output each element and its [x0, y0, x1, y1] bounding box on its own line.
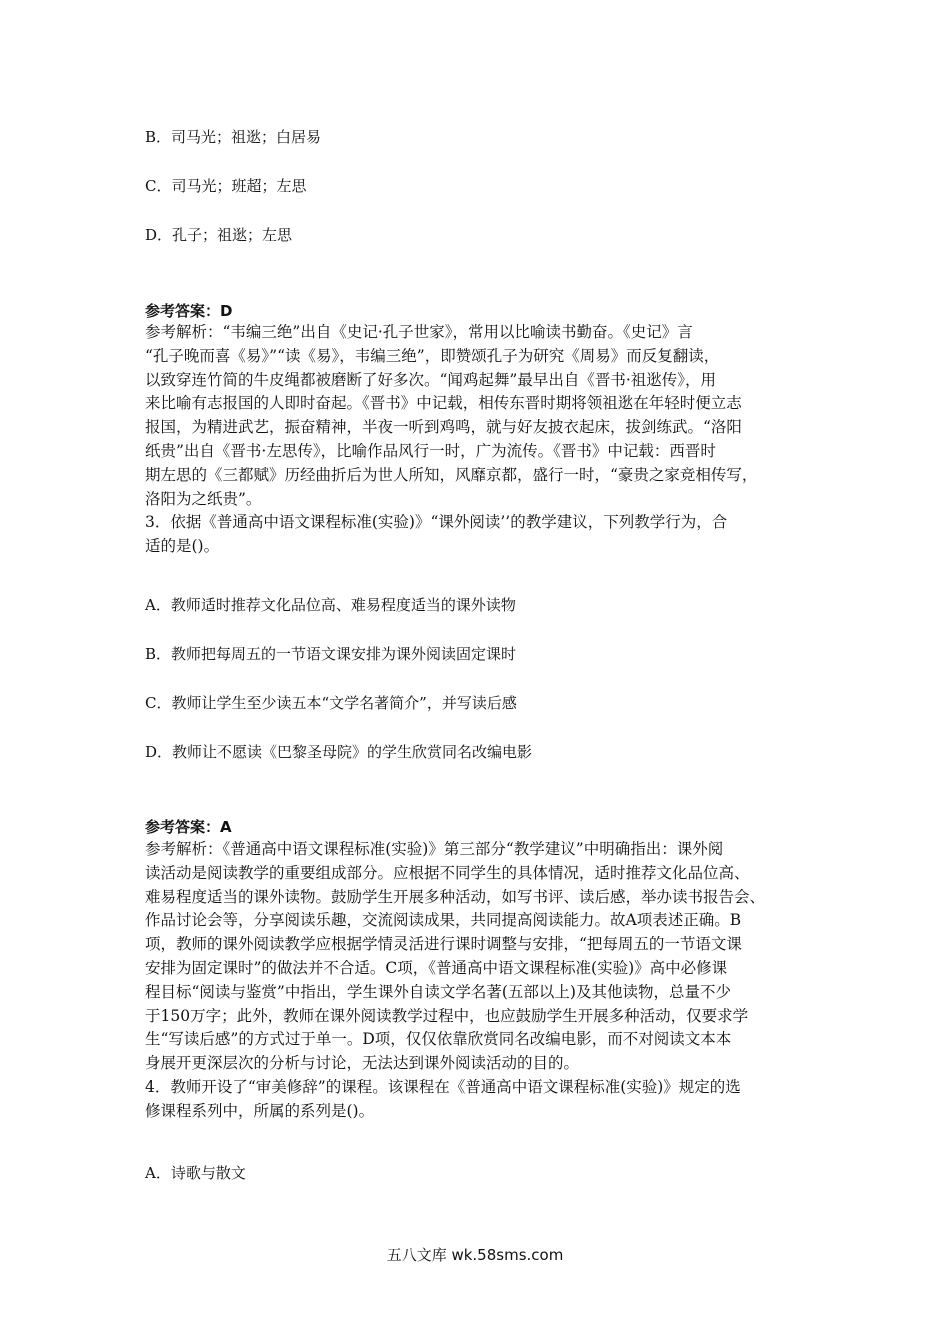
analysis-line: 作品讨论会等，分享阅读乐趣，交流阅读成果，共同提高阅读能力。故A项表述正确。B [145, 911, 742, 930]
analysis-line: “孔子晚而喜《易》”“读《易》，韦编三绝”，即赞颂孔子为研究《周易》而反复翻读， [145, 346, 720, 365]
analysis-line: 以致穿连竹简的牛皮绳都被磨断了好多次。“闻鸡起舞”最早出自《晋书·祖逖传》，用 [145, 370, 717, 389]
q3-option-c: C．教师让学生至少读五本“文学名著简介”，并写读后感 [145, 694, 517, 712]
analysis-line: 报国，为精进武艺，振奋精神，半夜一听到鸡鸣，就与好友披衣起床，拔剑练武。“洛阳 [145, 418, 742, 437]
analysis-line: 程目标“阅读与鉴赏”中指出，学生课外自读文学名著(五部以上)及其他读物，总量不少 [145, 982, 731, 1001]
analysis-line: 难易程度适当的课外读物。鼓励学生开展多种活动，如写书评、读后感，举办读书报告会、 [145, 887, 766, 906]
q4-option-a: A．诗歌与散文 [145, 1164, 246, 1182]
q3-answer: 参考答案：A [145, 818, 232, 836]
analysis-line: 来比喻有志报国的人即时奋起。《晋书》中记载，相传东晋时期将领祖逖在年轻时便立志 [145, 394, 742, 413]
q2-analysis [145, 321, 815, 559]
q3-option-d: D．教师让不愿读《巴黎圣母院》的学生欣赏同名改编电影 [145, 743, 533, 761]
analysis-line: 期左思的《三都赋》历经曲折后为世人所知，风靡京都，盛行一时，“豪贵之家竞相传写， [145, 465, 758, 484]
analysis-line: 纸贵”出自《晋书·左思传》，比喻作品风行一时，广为流传。《晋书》中记载：西晋时 [145, 441, 716, 460]
page-footer: 五八文库 wk.58sms.com [386, 1246, 564, 1264]
q2-option-d: D．孔子；祖逖；左思 [145, 226, 293, 244]
analysis-line: 项，教师的课外阅读教学应根据学情灵活进行课时调整与安排，“把每周五的一节语文课 [145, 935, 742, 954]
analysis-line: 生“写读后感”的方式过于单一。D项，仅仅依靠欣赏同名改编电影，而不对阅读文本本 [145, 1030, 732, 1049]
q2-option-b: B．司马光；祖逖；白居易 [145, 128, 322, 146]
analysis-line: 参考解析：《普通高中语文课程标准(实验)》第三部分“教学建议”中明确指出：课外阅 [145, 840, 724, 858]
analysis-line: 安排为固定课时”的做法并不合适。C项，《普通高中语文课程标准(实验)》高中必修课 [145, 958, 728, 977]
analysis-line: 读活动是阅读教学的重要组成部分。应根据不同学生的具体情况，适时推荐文化品位高、 [145, 863, 750, 882]
analysis-line: 于150万字；此外，教师在课外阅读教学过程中，也应鼓励学生开展多种活动，仅要求学 [145, 1006, 749, 1025]
q3-analysis [145, 838, 815, 1124]
q3-option-a: A．教师适时推荐文化品位高、难易程度适当的课外读物 [145, 596, 516, 614]
q2-option-c: C．司马光；班超；左思 [145, 177, 307, 195]
question-line: 4．教师开设了“审美修辞”的课程。该课程在《普通高中语文课程标准(实验)》规定的选 [145, 1077, 741, 1096]
question-line: 修课程系列中，所属的系列是()。 [145, 1101, 375, 1120]
q3-option-b: B．教师把每周五的一节语文课安排为课外阅读固定课时 [145, 645, 517, 663]
question-line: 适的是()。 [145, 537, 220, 556]
analysis-line: 身展开更深层次的分析与讨论，无法达到课外阅读活动的目的。 [145, 1054, 580, 1073]
analysis-line: 参考解析：“韦编三绝”出自《史记·孔子世家》，常用以比喻读书勤奋。《史记》言 [145, 323, 693, 341]
analysis-line: 洛阳为之纸贵”。 [145, 489, 262, 508]
q2-answer: 参考答案：D [145, 302, 233, 320]
question-line: 3．依据《普通高中语文课程标准(实验)》“课外阅读’’的教学建议，下列教学行为，合 [145, 513, 728, 532]
